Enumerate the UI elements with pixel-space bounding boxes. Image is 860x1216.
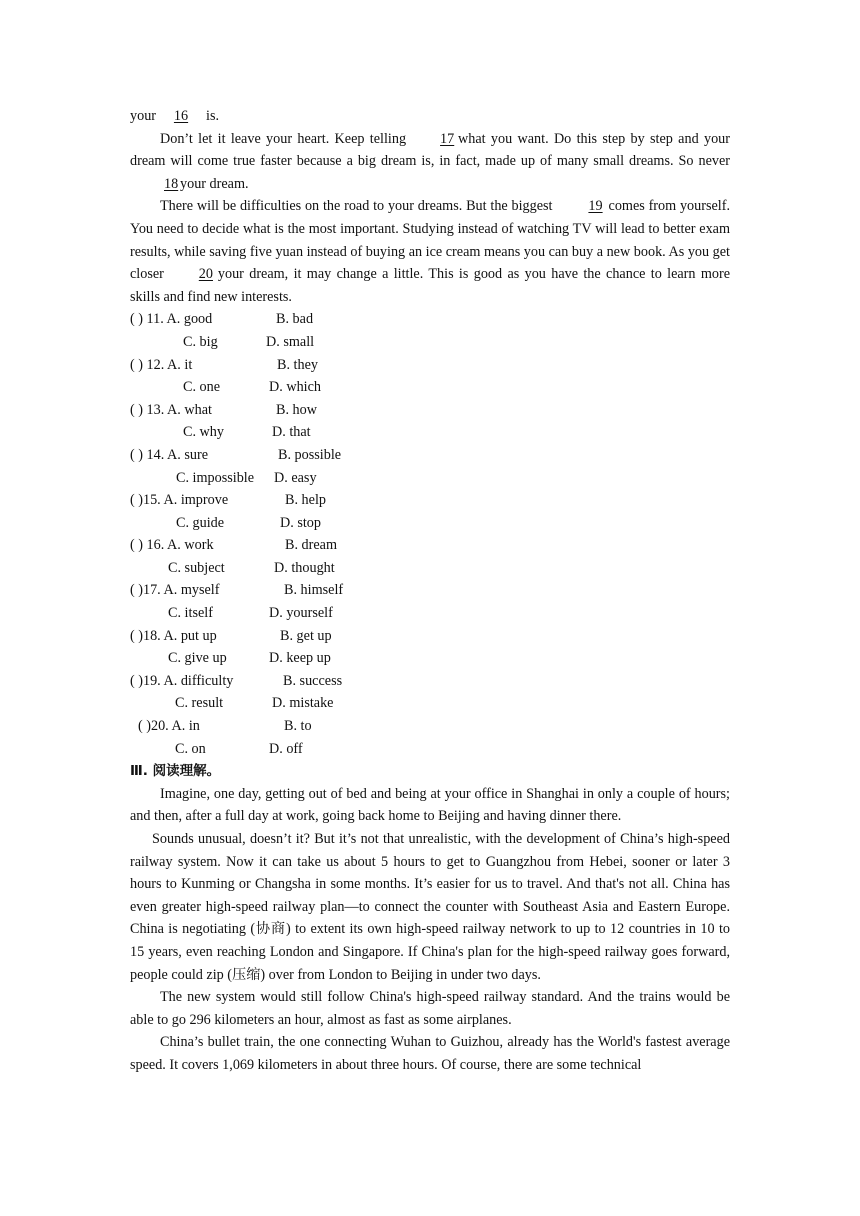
- question-stem: ( )17. A. myself: [130, 582, 220, 599]
- option-b: B. success: [283, 672, 343, 689]
- option-b: B. dream: [285, 537, 338, 554]
- text-fragment: your: [130, 108, 157, 124]
- option-d: D. stop: [280, 514, 321, 531]
- option-c: C. impossible: [176, 469, 255, 486]
- option-b: B. to: [284, 718, 312, 735]
- question-13-line2: [130, 421, 730, 444]
- option-d: D. easy: [274, 469, 317, 486]
- reading-paragraph-3: The new system would still follow China's high-speed railway standard. And the trains would be able to go 296 kilometers an hour, almost as fast as some airplanes.: [130, 989, 730, 1028]
- option-c: C. on: [175, 740, 206, 757]
- option-d: D. that: [272, 424, 311, 441]
- option-c: C. guide: [176, 514, 225, 531]
- option-b: B. get up: [280, 627, 332, 644]
- option-d: D. small: [266, 333, 315, 350]
- question-stem: ( )20. A. in: [138, 718, 200, 735]
- blank-19: 19: [588, 198, 603, 215]
- option-b: B. himself: [284, 582, 344, 599]
- question-16-line1: [130, 534, 730, 557]
- question-18-line1: [130, 625, 730, 648]
- option-c: C. big: [183, 333, 218, 350]
- option-c: C. one: [183, 379, 221, 396]
- text-fragment: There will be difficulties on the road to your dreams. But the biggest: [160, 198, 553, 215]
- question-stem: ( ) 14. A. sure: [130, 446, 209, 463]
- reading-paragraph-1: Imagine, one day, getting out of bed and being at your office in Shanghai in only a couple of hours; and then, after a full day at work, going back home to Beijing and having dinner there.: [130, 785, 730, 825]
- question-list: [130, 308, 730, 760]
- question-16-line2: [130, 557, 730, 580]
- question-14-line2: [130, 467, 730, 490]
- question-stem: ( )18. A. put up: [130, 627, 217, 644]
- question-14-line1: [130, 444, 730, 467]
- option-d: D. which: [269, 379, 322, 396]
- cloze-paragraph-3: [130, 195, 730, 308]
- question-12-line2: [130, 376, 730, 399]
- question-stem: ( )19. A. difficulty: [130, 672, 234, 689]
- question-20-line2: [130, 738, 730, 761]
- option-d: D. thought: [274, 559, 335, 576]
- reading-paragraph-2: Sounds unusual, doesn’t it? But it’s not that unrealistic, with the development of China’s high-speed railway system. Now it can take us about 5 hours to get to Guangzhou from Hebei, sooner or later 3 hours to Kunming or Changsha in some months. It’s easier for us to travel. And that's not all. China has even greater high-speed railway plan—to connect the counter with Southeast Asia and Eastern Europe. China is negotiating (协商) to extent its own high-speed railway network to up to 12 countries in 10 to 15 years, even reaching London and Singapore. If China's plan for the high-speed railway goes forward, people could zip (压缩) over from London to Beijing in under two days.: [130, 831, 730, 983]
- question-20-line1: [130, 715, 730, 738]
- reading-paragraph-4: China’s bullet train, the one connecting Wuhan to Guizhou, already has the World's fastest average speed. It covers 1,069 kilometers in about three hours. Of course, there are some technical: [130, 1034, 730, 1073]
- option-c: C. result: [175, 695, 224, 712]
- question-11-line2: [130, 331, 730, 354]
- cloze-paragraph-2: [130, 128, 730, 196]
- document-content: [130, 105, 730, 1077]
- text-fragment: is.: [206, 108, 220, 124]
- question-19-line1: [130, 670, 730, 693]
- option-d: D. off: [269, 740, 303, 757]
- option-c: C. give up: [168, 650, 227, 667]
- option-d: D. yourself: [269, 605, 333, 622]
- option-b: B. they: [277, 356, 318, 373]
- question-15-line1: [130, 489, 730, 512]
- option-b: B. possible: [278, 446, 342, 463]
- question-17-line1: [130, 579, 730, 602]
- option-b: B. bad: [276, 311, 314, 328]
- text-fragment: Don’t let it leave your heart. Keep telling: [160, 130, 407, 147]
- question-stem: ( ) 12. A. it: [130, 356, 193, 373]
- question-stem: ( ) 13. A. what: [130, 401, 212, 418]
- question-11-line1: [130, 308, 730, 331]
- question-12-line1: [130, 354, 730, 377]
- option-c: C. itself: [168, 605, 213, 622]
- question-stem: ( ) 16. A. work: [130, 537, 214, 554]
- option-b: B. how: [276, 401, 317, 418]
- option-d: D. keep up: [269, 650, 331, 667]
- section-title-reading: Ⅲ. 阅读理解。: [130, 763, 221, 780]
- cloze-line-16: [130, 105, 730, 128]
- question-stem: ( ) 11. A. good: [130, 311, 213, 328]
- blank-16: 16: [173, 108, 189, 124]
- option-c: C. why: [183, 424, 224, 441]
- question-19-line2: [130, 692, 730, 715]
- text-fragment: your dream.: [180, 175, 249, 192]
- blank-17: 17: [440, 130, 455, 147]
- question-13-line1: [130, 399, 730, 422]
- text-fragment: what you want. Do this step by step and your dream will come true faster because a big dream is, in fact, made up of many small dreams. So never: [130, 130, 730, 170]
- blank-20: 20: [198, 266, 213, 283]
- question-15-line2: [130, 512, 730, 535]
- question-18-line2: [130, 647, 730, 670]
- text-fragment: your dream, it may change a little. This is good as you have the chance to learn more skills and find new interests.: [130, 266, 730, 305]
- option-b: B. help: [285, 492, 326, 509]
- option-d: D. mistake: [272, 695, 334, 712]
- question-stem: ( )15. A. improve: [130, 492, 229, 509]
- blank-18: 18: [164, 175, 179, 192]
- option-c: C. subject: [168, 559, 225, 576]
- text-fragment: comes from yourself. You need to decide what is the most important. Studying instead of watching TV will lead to better exam results, while saving five yuan instead of buying an ice cream means you can buy a new book. As you get closer: [130, 198, 730, 283]
- question-17-line2: [130, 602, 730, 625]
